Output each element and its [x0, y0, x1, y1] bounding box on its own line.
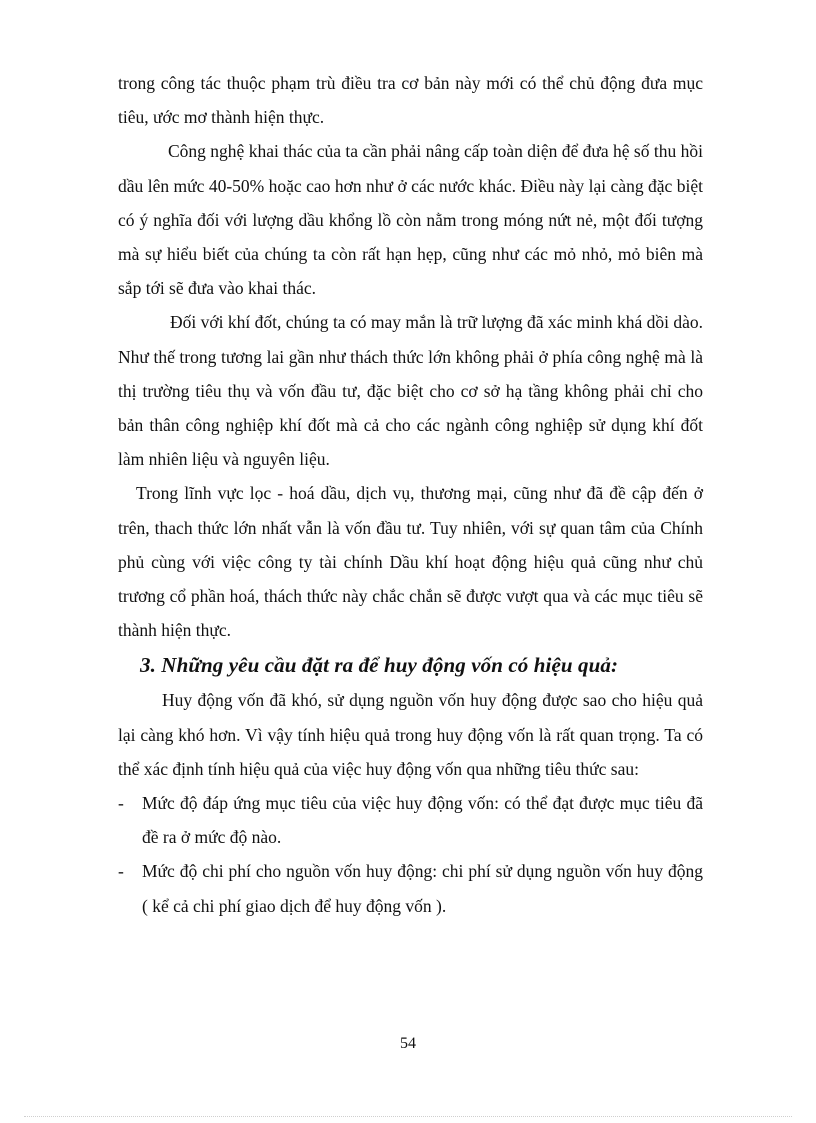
- list-item: [118, 854, 703, 922]
- paragraph-continuation: trong công tác thuộc phạm trù điều tra cơ bản này mới có thể chủ động đưa mục tiêu, ước mơ thành hiện thực.: [118, 73, 703, 128]
- list-item-text: Mức độ chi phí cho nguồn vốn huy động: chi phí sử dụng nguồn vốn huy động ( kể cả chi phí giao dịch để huy động vốn ).: [142, 861, 703, 916]
- paragraph-refining: Trong lĩnh vực lọc - hoá dầu, dịch vụ, thương mại, cũng như đã đề cập đến ở trên, thach thức lớn nhất vẫn là vốn đầu tư. Tuy nhiên, với sự quan tâm của Chính phủ cùng với việc công ty tài chính Dầu khí hoạt động hiệu quả cũng như chủ trương cổ phần hoá, thách thức này chắc chắn sẽ được vượt qua và các mục tiêu sẽ thành hiện thực.: [118, 483, 703, 641]
- criteria-list: [118, 786, 703, 923]
- bullet-marker: -: [118, 861, 124, 882]
- page-content: [118, 66, 703, 923]
- page-number: 54: [400, 1035, 416, 1052]
- page-bottom-divider: [24, 1116, 792, 1117]
- paragraph-technology: Công nghệ khai thác của ta cần phải nâng cấp toàn diện để đưa hệ số thu hồi dầu lên mức 40-50% hoặc cao hơn như ở các nước khác. Điều này lại càng đặc biệt có ý nghĩa đối với lượng dầu khổng lồ còn nằm trong móng nứt nẻ, một đối tượng mà sự hiểu biết của chúng ta còn rất hạn hẹp, cũng như các mỏ nhỏ, mỏ biên mà sắp tới sẽ đưa vào khai thác.: [118, 141, 703, 299]
- list-item: [118, 786, 703, 854]
- bullet-marker: -: [118, 793, 124, 814]
- section-heading: 3. Những yêu cầu đặt ra để huy động vốn có hiệu quả:: [140, 653, 619, 678]
- paragraph-gas: Đối với khí đốt, chúng ta có may mắn là trữ lượng đã xác minh khá dồi dào. Như thế trong tương lai gần như thách thức lớn không phải ở phía công nghệ mà là thị trường tiêu thụ và vốn đầu tư, đặc biệt cho cơ sở hạ tầng không phải chỉ cho bản thân công nghiệp khí đốt mà cả cho các ngành công nghiệp sử dụng khí đốt làm nhiên liệu và nguyên liệu.: [118, 312, 703, 470]
- list-item-text: Mức độ đáp ứng mục tiêu của việc huy động vốn: có thể đạt được mục tiêu đã đề ra ở mức độ nào.: [142, 793, 703, 848]
- paragraph-intro: Huy động vốn đã khó, sử dụng nguồn vốn huy động được sao cho hiệu quả lại càng khó hơn. Vì vậy tính hiệu quả trong huy động vốn là rất quan trọng. Ta có thể xác định tính hiệu quả của việc huy động vốn qua những tiêu thức sau:: [118, 690, 703, 779]
